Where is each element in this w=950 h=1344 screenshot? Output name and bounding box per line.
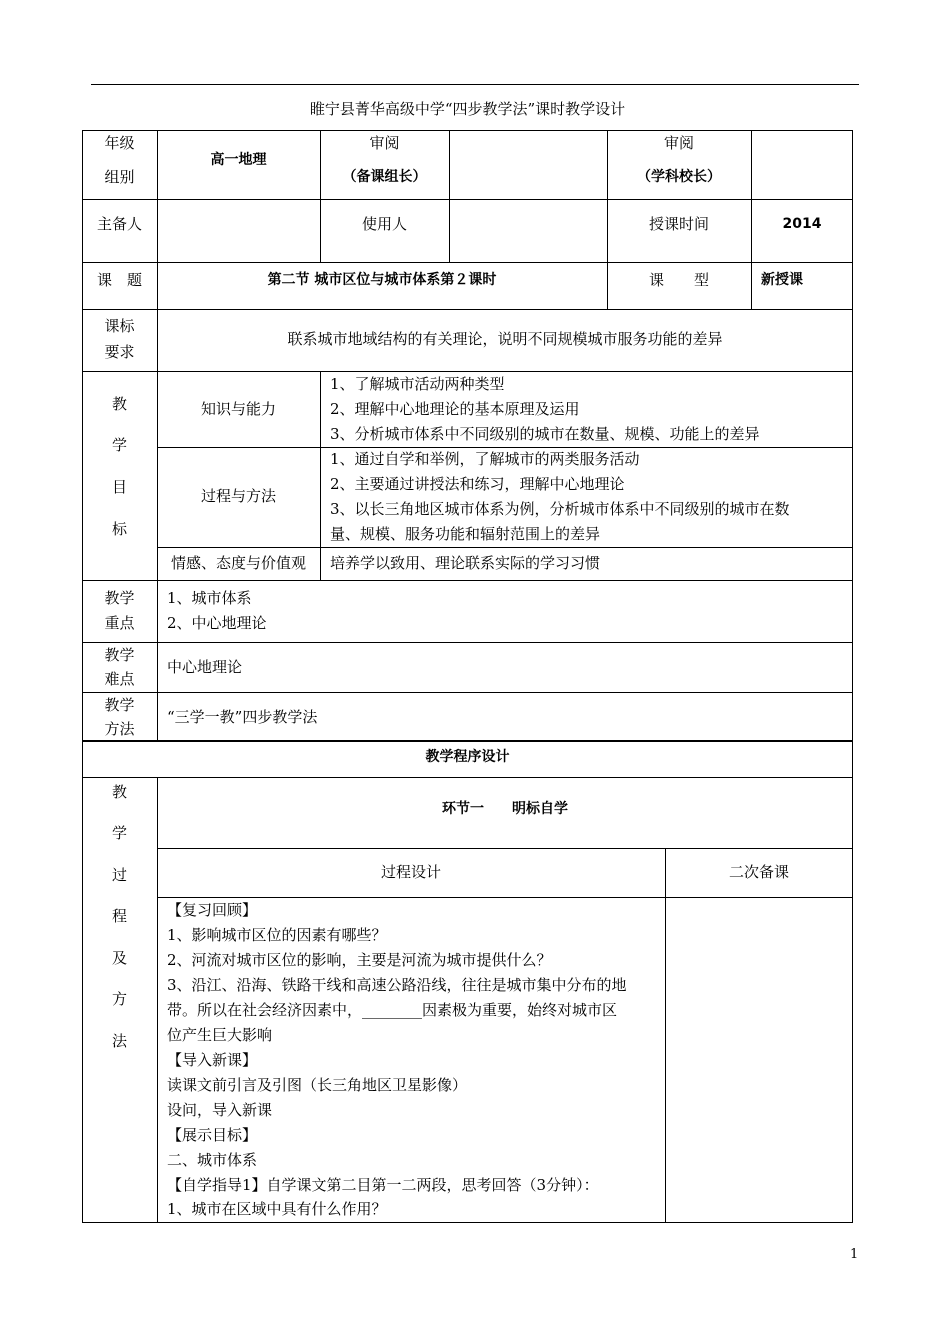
topic-label: 课 题 — [96, 271, 142, 289]
difficulty-label: 教学 — [104, 646, 135, 664]
column-header-process: 过程设计 — [380, 863, 441, 881]
review-label: 审阅 — [663, 134, 694, 152]
review-label: 审阅 — [369, 134, 400, 152]
user-label: 使用人 — [361, 215, 407, 233]
process-item: 2、主要通过讲授法和练习，理解中心地理论 — [330, 475, 625, 493]
type-label: 课 型 — [648, 271, 709, 289]
objectives-label-char: 教 — [111, 395, 127, 413]
content-line: 【展示目标】 — [167, 1126, 258, 1144]
document-title: 睢宁县菁华高级中学“四步教学法”课时教学设计 — [309, 100, 626, 118]
process-item: 量、规模、服务功能和辐射范围上的差异 — [330, 525, 601, 543]
content-line: 【导入新课】 — [167, 1051, 258, 1069]
emotion-label: 情感、态度与价值观 — [170, 554, 306, 572]
review-role-label: （学科校长） — [637, 169, 721, 185]
program-heading: 教学程序设计 — [425, 749, 510, 765]
process-item: 3、以长三角地区城市体系为例，分析城市体系中不同级别的城市在数 — [330, 500, 790, 518]
preparer-label: 主备人 — [96, 215, 142, 233]
emotion-value: 培养学以致用、理论联系实际的学习习惯 — [330, 554, 601, 572]
content-line: 二、城市体系 — [167, 1151, 258, 1169]
content-line: 【复习回顾】 — [167, 901, 258, 919]
program-label-char: 教 — [111, 783, 127, 801]
review-role-label: （备课组长） — [342, 169, 427, 185]
content-line: 位产生巨大影响 — [167, 1026, 273, 1044]
standard-value: 联系城市地域结构的有关理论，说明不同规模城市服务功能的差异 — [287, 330, 723, 348]
content-line: 【自学指导1】自学课文第二目第一二两段，思考回答（3分钟）： — [167, 1176, 599, 1194]
knowledge-item: 1、了解城市活动两种类型 — [330, 375, 505, 393]
program-label-char: 法 — [111, 1032, 127, 1050]
method-value: “三学一教”四步教学法 — [167, 708, 318, 726]
process-item: 1、通过自学和举例，了解城市的两类服务活动 — [330, 450, 640, 468]
standard-label: 课标 — [104, 317, 135, 335]
focus-label-line2: 重点 — [104, 614, 135, 632]
program-label-char: 及 — [111, 949, 127, 967]
focus-item: 1、城市体系 — [167, 589, 252, 607]
program-label-char: 程 — [111, 907, 127, 925]
focus-label: 教学 — [104, 589, 135, 607]
standard-label-line2: 要求 — [104, 343, 135, 361]
objectives-label-char: 学 — [111, 436, 127, 454]
grade-label: 年级 — [104, 134, 135, 152]
difficulty-label-line2: 难点 — [104, 670, 135, 688]
content-line: 读课文前引言及引图（长三角地区卫星影像） — [167, 1076, 468, 1094]
type-value: 新授课 — [761, 272, 803, 288]
process-label: 过程与方法 — [200, 487, 276, 505]
program-label-char: 学 — [111, 824, 127, 842]
method-label-line2: 方法 — [104, 720, 135, 738]
column-header-second-prep: 二次备课 — [728, 863, 789, 881]
content-line: 设问，导入新课 — [167, 1101, 273, 1119]
content-line: 2、河流对城市区位的影响，主要是河流为城市提供什么？ — [167, 951, 552, 969]
content-line: 1、影响城市区位的因素有哪些？ — [167, 926, 387, 944]
time-label: 授课时间 — [648, 215, 709, 233]
knowledge-label: 知识与能力 — [200, 400, 276, 418]
method-label: 教学 — [104, 696, 135, 714]
grade-label-line2: 组别 — [104, 168, 135, 186]
knowledge-item: 3、分析城市体系中不同级别的城市在数量、规模、功能上的差异 — [330, 425, 760, 443]
objectives-label-char: 目 — [111, 478, 127, 496]
stage-title: 环节一 明标自学 — [442, 801, 568, 817]
content-line: 1、城市在区域中具有什么作用？ — [167, 1200, 387, 1218]
objectives-label-char: 标 — [111, 520, 127, 538]
page-number: 1 — [850, 1247, 859, 1262]
content-line: 3、沿江、沿海、铁路干线和高速公路沿线，往往是城市集中分布的地 — [167, 976, 627, 994]
header-rule — [91, 84, 859, 85]
grade-value: 高一地理 — [210, 152, 267, 168]
topic-value: 第二节 城市区位与城市体系第２课时 — [267, 272, 497, 288]
focus-item: 2、中心地理论 — [167, 614, 267, 632]
program-label-char: 过 — [111, 866, 127, 884]
program-label-char: 方 — [111, 990, 127, 1008]
difficulty-value: 中心地理论 — [167, 658, 243, 676]
knowledge-item: 2、理解中心地理论的基本原理及运用 — [330, 400, 580, 418]
time-value: 2014 — [782, 216, 822, 232]
content-line: 带。所以在社会经济因素中，________因素极为重要，始终对城市区 — [167, 1001, 618, 1019]
